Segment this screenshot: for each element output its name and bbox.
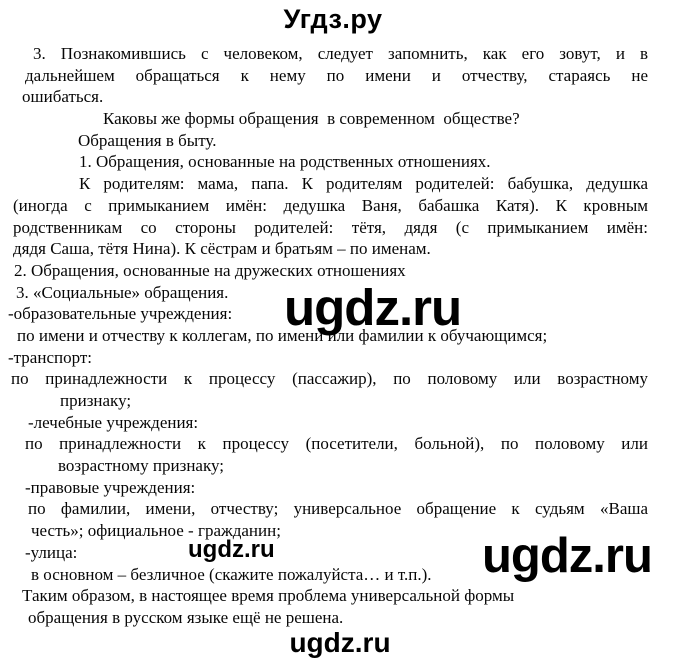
text-line: 2. Обращения, основанные на дружеских отношениях	[14, 260, 406, 280]
text-line: дальнейшем обращаться к нему по имени и отчеству, стараясь не	[25, 65, 648, 85]
site-header-watermark: Угдз.ру	[283, 4, 383, 34]
watermark-bottom-center: ugdz.ru	[289, 627, 391, 658]
text-line: Таким образом, в настоящее время проблема универсальной формы	[22, 586, 515, 606]
text-line: -транспорт:	[8, 347, 93, 367]
text-line: в основном – безличное (скажите пожалуйста… и т.п.).	[31, 564, 432, 584]
text-line: дядя Саша, тётя Нина). К сёстрам и братьям – по именам.	[13, 239, 431, 259]
text-line: 1. Обращения, основанные на родственных отношениях.	[79, 152, 491, 172]
watermark-bottom-right: ugdz.ru	[482, 529, 652, 583]
text-line: Обращения в быту.	[78, 130, 217, 150]
text-line: К родителям: мама, папа. К родителям родителей: бабушка, дедушка	[79, 174, 648, 194]
text-line: по имени и отчеству к коллегам, по имени или фамилии к обучающимся;	[17, 325, 548, 345]
text-line: -улица:	[25, 542, 78, 562]
text-line: -образовательные учреждения:	[8, 304, 233, 324]
text-line: по фамилии, имени, отчеству; универсальное обращение к судьям «Ваша	[28, 499, 648, 519]
text-line: -лечебные учреждения:	[28, 412, 199, 432]
watermark-small: ugdz.ru	[188, 536, 275, 563]
text-line: честь»; официальное - гражданин;	[31, 521, 281, 541]
text-line: (иногда с примыканием имён: дедушка Ваня, бабашка Катя). К кровным	[13, 195, 648, 215]
text-line: родственникам со стороны родителей: тётя, дядя (с примыканием имён:	[13, 217, 648, 237]
watermark-middle: ugdz.ru	[284, 279, 462, 336]
text-line: возрастному признаку;	[58, 456, 224, 476]
text-line: 3. Познакомившись с человеком, следует запомнить, как его зовут, и в	[33, 44, 648, 63]
text-line: признаку;	[60, 391, 132, 410]
text-line: ошибаться.	[22, 87, 104, 107]
text-line: обращения в русском языке ещё не решена.	[28, 607, 344, 627]
text-line: -правовые учреждения:	[25, 477, 196, 497]
text-line: 3. «Социальные» обращения.	[16, 282, 229, 302]
text-line: по принадлежности к процессу (пассажир), по половому или возрастному	[11, 369, 648, 389]
text-line: Каковы же формы обращения в современном обществе?	[103, 109, 520, 129]
text-line: по принадлежности к процессу (посетители, больной), по половому или	[25, 434, 648, 454]
